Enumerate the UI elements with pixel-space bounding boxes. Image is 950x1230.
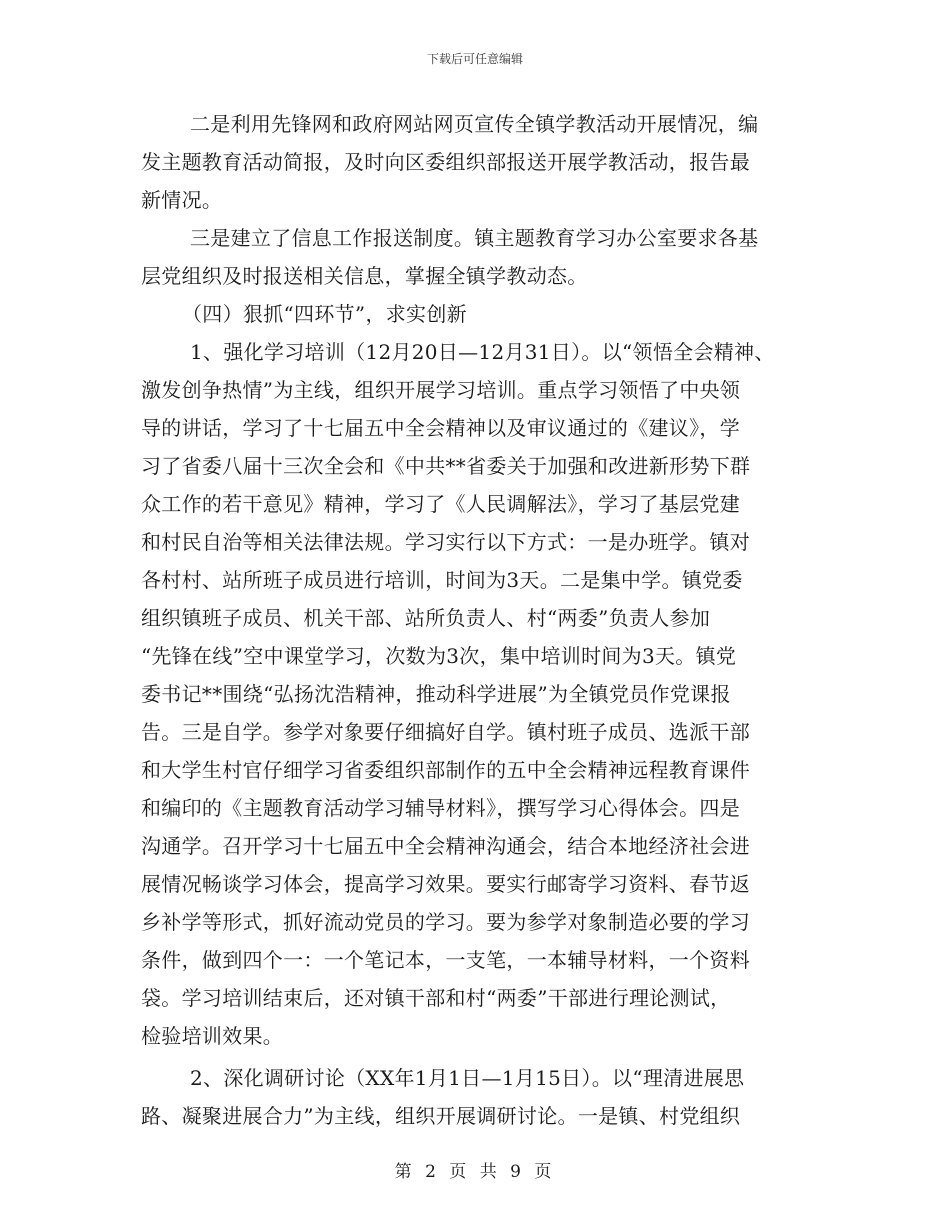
paragraph-line: 三是建立了信息工作报送制度。镇主题教育学习办公室要求各基 [190,226,759,250]
paragraph-line: “先锋在线”空中课堂学习，次数为3次，集中培训时间为3天。镇党 [141,644,737,668]
paragraph-line: 袋。学习培训结束后，还对镇干部和村“两委”干部进行理论测试， [141,986,731,1010]
paragraph-line: 组织镇班子成员、机关干部、站所负责人、村“两委”负责人参加 [141,606,711,630]
page-number: 第 2 页 共 9 页 [394,1162,556,1182]
paragraph-line: 条件，做到四个一：一个笔记本，一支笔，一本辅导材料，一个资料 [141,948,750,972]
paragraph-line: 和编印的《主题教育活动学习辅导材料》，撰写学习心得体会。四是 [141,796,740,820]
paragraph-line: 乡补学等形式，抓好流动党员的学习。要为参学对象制造必要的学习 [141,910,750,934]
paragraph-line: 1、强化学习培训（12月20日—12月31日）。以“领悟全会精神、 [190,340,775,364]
paragraph-line: 发主题教育活动简报，及时向区委组织部报送开展学教活动，报告最 [141,150,750,174]
paragraph-line: 和大学生村官仔细学习省委组织部制作的五中全会精神远程教育课件 [141,758,750,782]
paragraph-line: 众工作的若干意见》精神，学习了《人民调解法》，学习了基层党建 [141,492,740,516]
paragraph-line: 习了省委八届十三次全会和《中共**省委关于加强和改进新形势下群 [141,454,751,478]
page-header-note: 下载后可任意编辑 [426,52,523,66]
paragraph-line: 告。三是自学。参学对象要仔细搞好自学。镇村班子成员、选派干部 [141,720,750,744]
paragraph-line: 二是利用先锋网和政府网站网页宣传全镇学教活动开展情况，编 [190,112,759,136]
paragraph-line: 和村民自治等相关法律法规。学习实行以下方式：一是办班学。镇对 [141,530,750,554]
section-heading: （四）狠抓“四环节”，求实创新 [182,302,467,326]
paragraph-line: 各村村、站所班子成员进行培训，时间为3天。二是集中学。镇党委 [141,568,743,592]
paragraph-line: 新情况。 [141,188,223,212]
paragraph-line: 展情况畅谈学习体会，提高学习效果。要实行邮寄学习资料、春节返 [141,872,750,896]
paragraph-line: 2、深化调研讨论（XX年1月1日—1月15日）。以“理清进展思 [190,1066,745,1090]
paragraph-line: 检验培训效果。 [141,1024,284,1048]
paragraph-line: 激发创争热情”为主线，组织开展学习培训。重点学习领悟了中央领 [141,378,741,402]
paragraph-line: 委书记**围绕“弘扬沈浩精神，推动科学进展”为全镇党员作党课报 [141,682,731,706]
paragraph-line: 沟通学。召开学习十七届五中全会精神沟通会，结合本地经济社会进 [141,834,750,858]
paragraph-line: 导的讲话，学习了十七届五中全会精神以及审议通过的《建议》，学 [141,416,740,440]
paragraph-line: 路、凝聚进展合力”为主线，组织开展调研讨论。一是镇、村党组织 [141,1104,741,1128]
paragraph-line: 层党组织及时报送相关信息，掌握全镇学教动态。 [141,264,588,288]
